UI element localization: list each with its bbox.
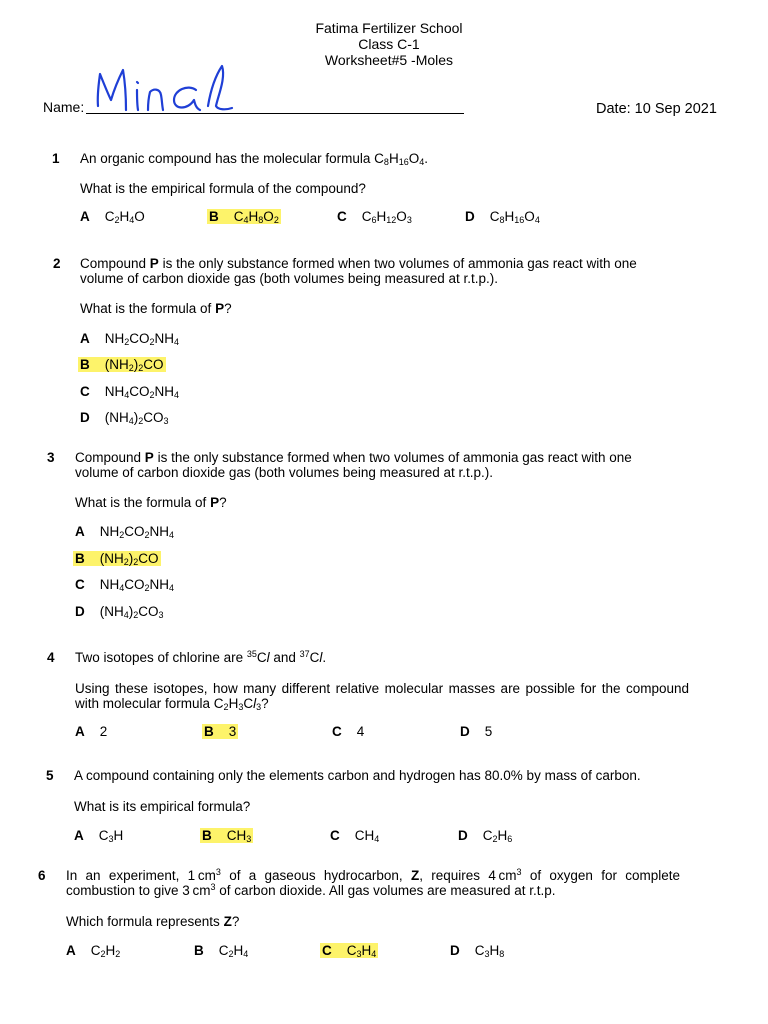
q2-option-c[interactable]: C $NH_4CO_2NH_4$ bbox=[80, 384, 180, 400]
q1-question: What is the empirical formula of the compound? bbox=[80, 181, 366, 196]
q4-option-b[interactable]: B 3 bbox=[204, 724, 237, 739]
q4-option-d[interactable]: D 5 bbox=[460, 724, 493, 739]
worksheet-date: Date: 10 Sep 2021 bbox=[596, 101, 717, 117]
q1-option-b[interactable]: B $C_4H_8O_2$ bbox=[209, 209, 279, 225]
q1-number: 1 bbox=[52, 151, 60, 166]
q3-option-a[interactable]: A $NH_2CO_2NH_4$ bbox=[75, 524, 175, 540]
q3-question: What is the formula of P? bbox=[75, 495, 227, 510]
q6-option-c[interactable]: C $C_3H_4$ bbox=[322, 943, 377, 959]
q2-option-b[interactable]: B $(NH_2)_2CO$ bbox=[80, 357, 164, 373]
q5-question: What is its empirical formula? bbox=[74, 799, 251, 814]
q6-option-d[interactable]: D $C_3H_8$ bbox=[450, 943, 505, 959]
q6-stem: In an experiment, 1 $cm^3$ of a gaseous hydrocarbon, Z, requires 4 $cm^3$ of oxygen for complete combustion to give 3 $cm^3$ of carbon dioxide. All gas volumes are measured at r.t.p. bbox=[66, 867, 681, 898]
q2-option-a[interactable]: A $NH_2CO_2NH_4$ bbox=[80, 331, 180, 347]
q2-stem: Compound P is the only substance formed when two volumes of ammonia gas react with one volume of carbon dioxide gas (both volumes being measured at r.t.p.). bbox=[80, 256, 637, 286]
q5-option-c[interactable]: C $CH_4$ bbox=[330, 828, 380, 844]
q6-question: Which formula represents Z? bbox=[66, 914, 240, 929]
name-label: Name: bbox=[43, 99, 85, 115]
q3-option-d[interactable]: D $(NH_4)_2CO_3$ bbox=[75, 604, 164, 620]
q2-question: What is the formula of P? bbox=[80, 301, 232, 316]
q6-option-b[interactable]: B $C_2H_4$ bbox=[194, 943, 249, 959]
q4-option-c[interactable]: C 4 bbox=[332, 724, 365, 739]
q2-number: 2 bbox=[53, 256, 61, 271]
handwritten-name-signature bbox=[92, 60, 262, 122]
q3-number: 3 bbox=[47, 450, 55, 465]
q6-number: 6 bbox=[38, 868, 46, 883]
q3-option-b[interactable]: B $(NH_2)_2CO$ bbox=[75, 551, 159, 567]
q5-stem: A compound containing only the elements carbon and hydrogen has 80.0% by mass of carbon. bbox=[74, 768, 641, 783]
q4-option-a[interactable]: A 2 bbox=[75, 724, 108, 739]
q5-number: 5 bbox=[46, 768, 54, 783]
q1-option-c[interactable]: C $C_6H_{12}O_3$ bbox=[337, 209, 412, 225]
q4-stem: Two isotopes of chlorine are $^{35}$Cl and $^{37}$Cl. bbox=[75, 649, 327, 665]
q5-option-d[interactable]: D $C_2H_6$ bbox=[458, 828, 513, 844]
q1-option-a[interactable]: A $C_2H_4O$ bbox=[80, 209, 145, 225]
q5-option-a[interactable]: A $C_3H$ bbox=[74, 828, 124, 844]
q5-option-b[interactable]: B $CH_3$ bbox=[202, 828, 252, 844]
q2-option-d[interactable]: D $(NH_4)_2CO_3$ bbox=[80, 410, 169, 426]
q6-option-a[interactable]: A $C_2H_2$ bbox=[66, 943, 121, 959]
q4-question: Using these isotopes, how many different relative molecular masses are possible for the compound with molecular formula $C_2H_3Cl_3$? bbox=[75, 681, 689, 712]
worksheet-title: Worksheet#5 -Moles bbox=[324, 52, 454, 68]
class-name: Class C-1 bbox=[358, 36, 420, 52]
q4-number: 4 bbox=[47, 650, 55, 665]
q3-option-c[interactable]: C $NH_4CO_2NH_4$ bbox=[75, 577, 175, 593]
q1-stem: An organic compound has the molecular formula $C_8H_{16}O_4$. bbox=[80, 151, 428, 167]
q3-stem: Compound P is the only substance formed when two volumes of ammonia gas react with one volume of carbon dioxide gas (both volumes being measured at r.t.p.). bbox=[75, 450, 632, 480]
school-name: Fatima Fertilizer School bbox=[315, 20, 463, 36]
q1-option-d[interactable]: D $C_8H_{16}O_4$ bbox=[465, 209, 540, 225]
